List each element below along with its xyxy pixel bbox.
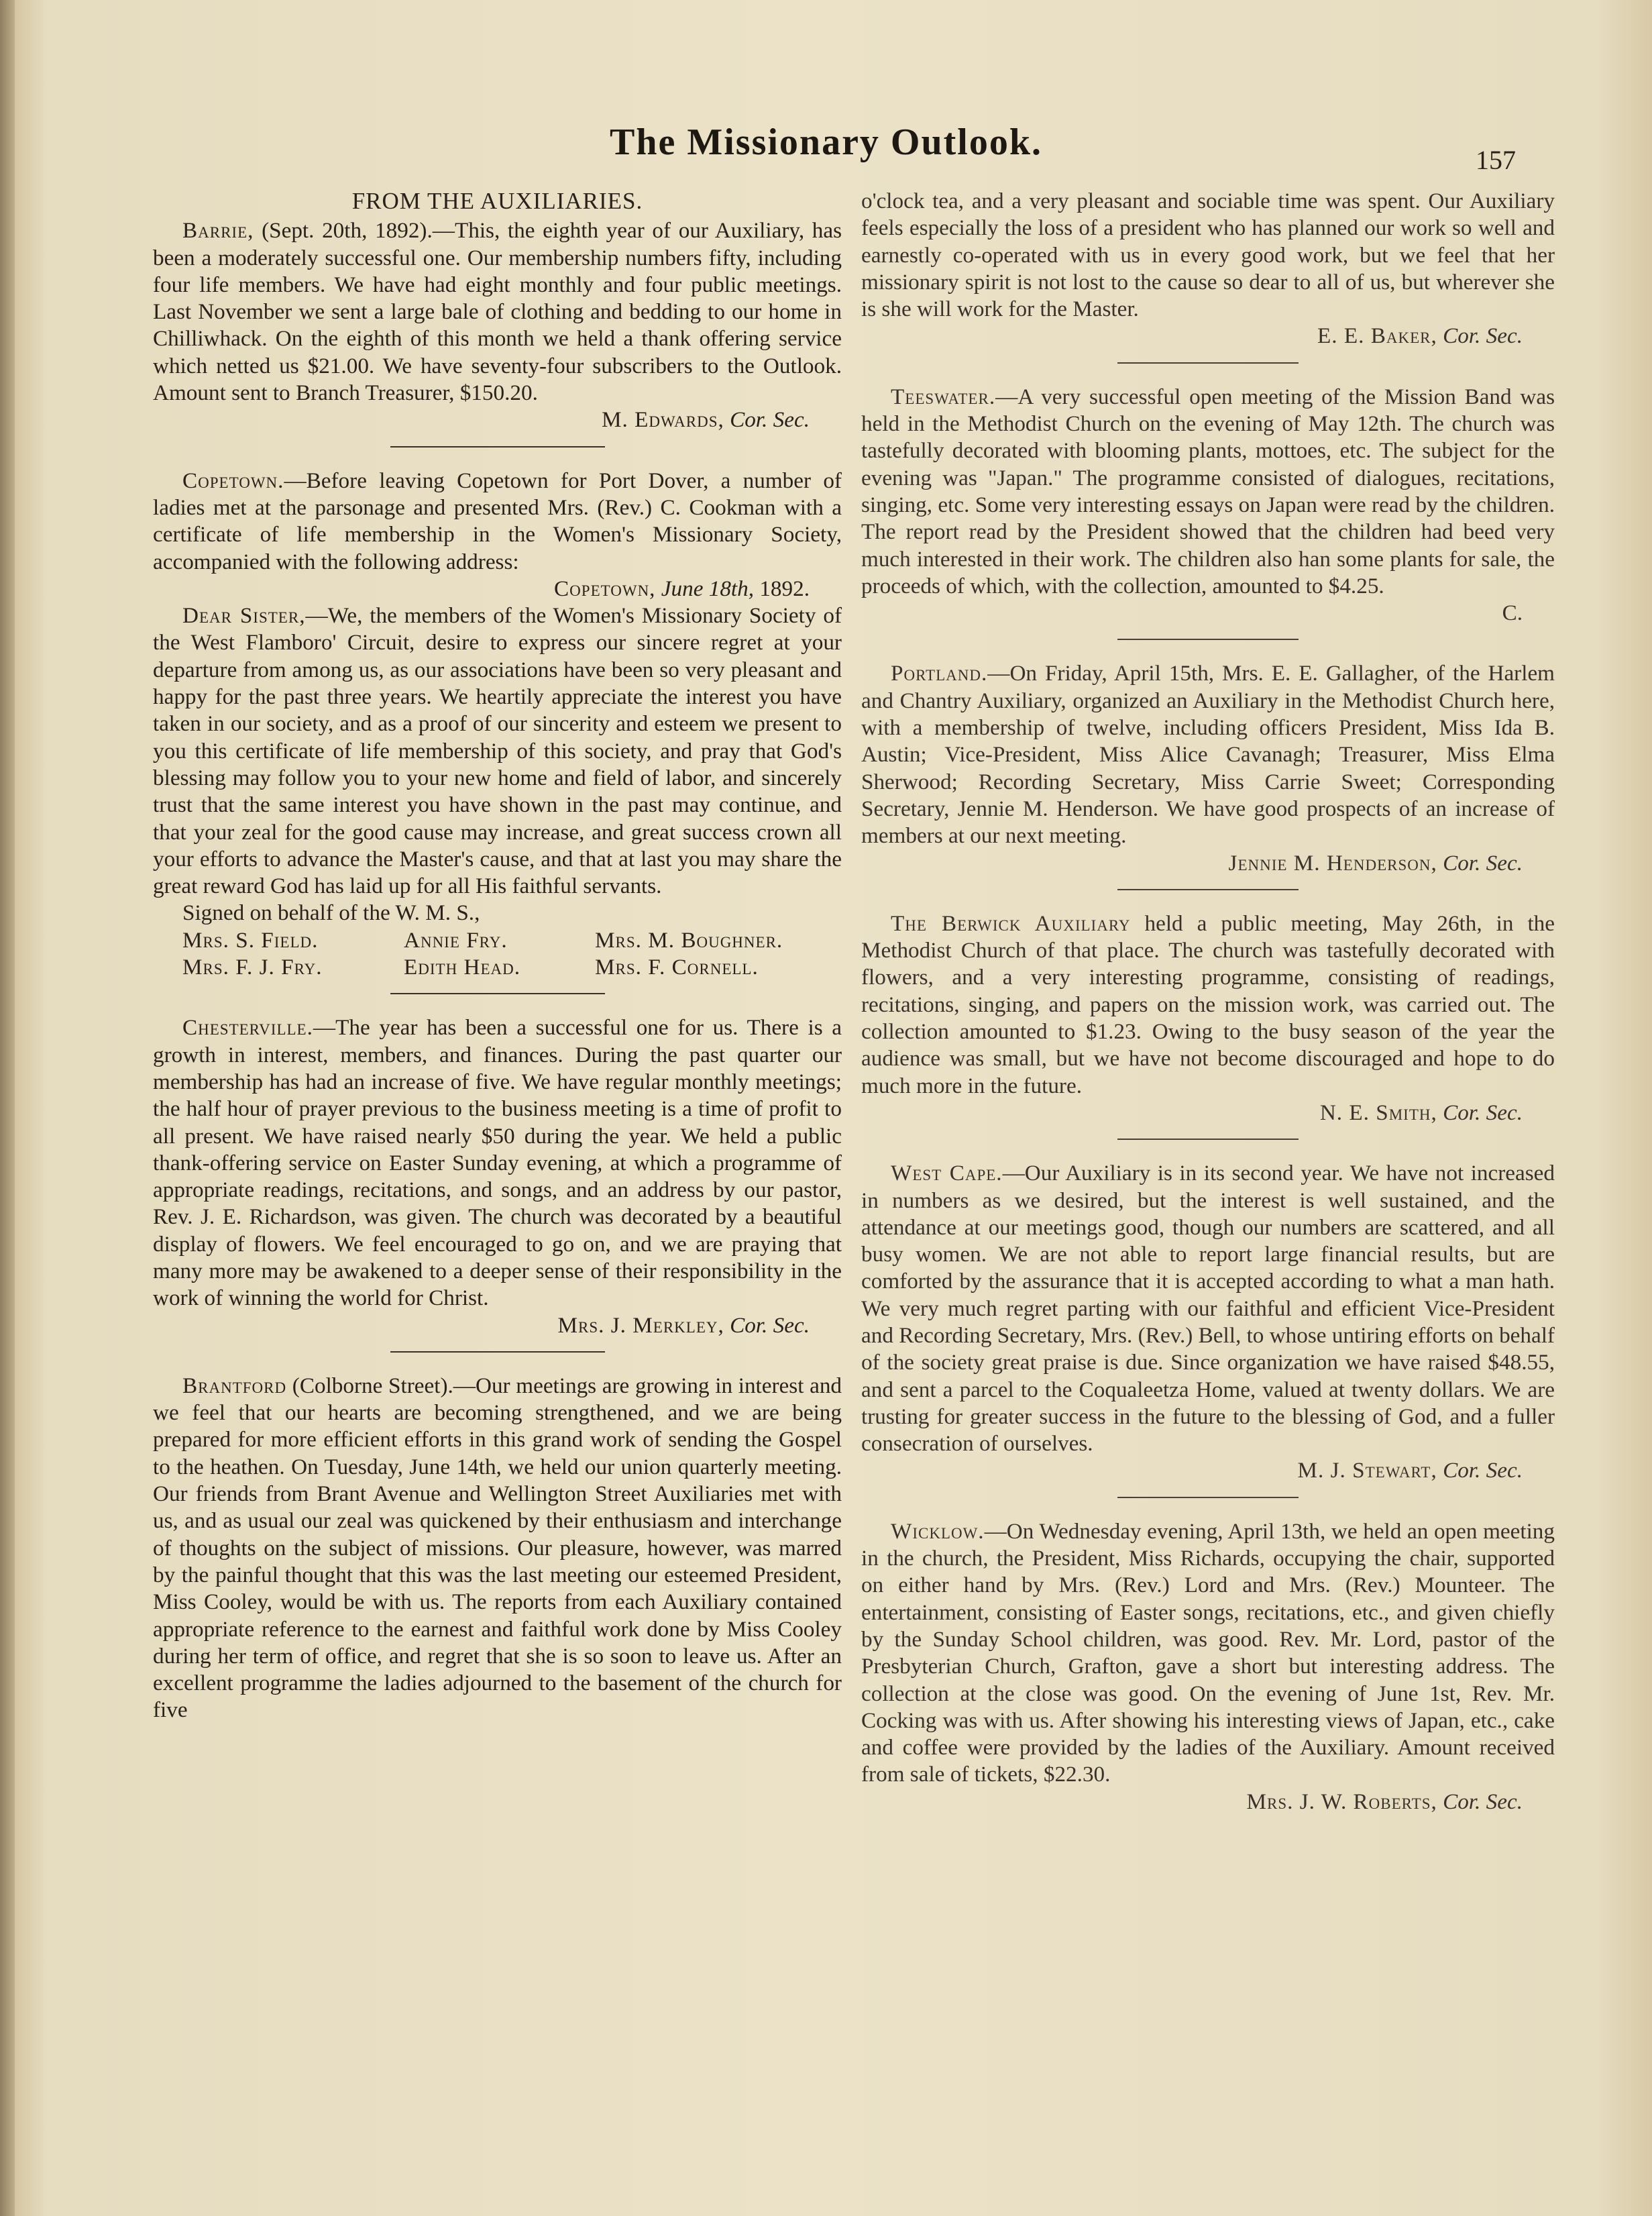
entry-text: (Sept. 20th, 1892).—This, the eighth year of our Auxiliary, has been a moderately successful one. Our membership numbers fifty, including four life members. We have had eight monthly and four public meetings. Last November we sent a large bale of clothing and bedding to our home in Chilliwhack. On the eighth of this month we held a thank offering service which netted us $21.00. We have seventy-four subscribers to the Outlook. Amount sent to Branch Treasurer, $150.20. — [153, 218, 842, 406]
signature — [861, 323, 1555, 350]
signature — [861, 1789, 1555, 1815]
entry-barrie-body — [153, 217, 842, 407]
entry-berwick-body — [861, 910, 1555, 1100]
entry-lead: Teeswater. — [891, 384, 996, 409]
signatory-name: Mrs. S. Field. — [182, 927, 319, 953]
entry-lead: Portland. — [891, 661, 988, 686]
signatory-name: Mrs. M. Boughner. — [595, 927, 783, 953]
entry-chesterville — [153, 1014, 842, 1339]
separator-rule — [1117, 889, 1299, 890]
dateline-year: 1892. — [759, 576, 810, 601]
letter-salutation: Dear Sister, — [182, 603, 306, 629]
page-binding-edge — [0, 0, 15, 2216]
entry-text: —Before leaving Copetown for Port Dover, a number of ladies met at the parsonage and presented Mrs. (Rev.) C. Cookman with a certificate of life membership in the Women's Missionary Society, accompanied with the following address: — [153, 468, 842, 574]
separator-rule — [1117, 639, 1299, 640]
entry-text: —Our Auxiliary is in its second year. We have not increased in numbers as we desired, but the interest is well sustained, and the attendance at our meetings good, though our numbers are scattered, and all busy women. We are not able to report large financial results, but are comforted by the assurance that it is accepted according to what a man hath. We very much regret parting with our faithful and efficient Vice-President and Recording Secretary, Mrs. (Rev.) Bell, to whose untiring efforts on behalf of the society great praise is due. Since organization we have raised $48.55, and sent a parcel to the Coqualeetza Home, valued at twenty dollars. We are trusting for greater success in the future to the blessing of God, and a fuller consecration of ourselves. — [861, 1161, 1555, 1457]
entry-copetown-body — [153, 468, 842, 576]
entry-copetown — [153, 468, 842, 982]
signature-name: Mrs. J. W. Roberts, — [1246, 1789, 1437, 1814]
entry-brantford-body — [153, 1373, 842, 1724]
entry-brantford-continued — [861, 188, 1555, 350]
separator-rule — [390, 1351, 605, 1353]
signature — [861, 850, 1555, 877]
entry-wicklow — [861, 1518, 1555, 1815]
letter-text: —We, the members of the Women's Missionary Society of the West Flamboro' Circuit, desire to express our sincere regret at your departure from among us, as our associations have been so very pleasant and happy for the past three years. We heartily appreciate the interest you have taken in our society, and as a proof of our sincerity and esteem we present to you this certificate of life membership of this society, and pray that God's blessing may follow you to your new home and field of labor, and sincerely trust that the same interest you have shown in the past may continue, and that your zeal for the good cause may increase, and great success crown all your efforts to advance the Master's cause, and that at last you may share the great reward God has laid up for all His faithful servants. — [153, 603, 842, 899]
signature — [153, 407, 842, 433]
entry-portland — [861, 660, 1555, 876]
signature — [153, 1312, 842, 1339]
signature-title: Cor. Sec. — [730, 407, 810, 433]
separator-rule — [1117, 1497, 1299, 1498]
signature-title: Cor. Sec. — [1443, 1458, 1523, 1483]
entry-lead: Wicklow. — [891, 1518, 985, 1544]
separator-rule — [1117, 362, 1299, 364]
dateline-place: Copetown, — [554, 576, 656, 601]
signature-name: M. J. Stewart, — [1297, 1458, 1437, 1483]
signatory-name: Annie Fry. — [404, 927, 508, 953]
signature-name: N. E. Smith, — [1319, 1100, 1437, 1125]
masthead: The Missionary Outlook. — [610, 121, 1042, 163]
entry-lead: Brantford — [182, 1373, 287, 1398]
signatory-name: Edith Head. — [404, 955, 521, 980]
entry-text: (Colborne Street).—Our meetings are growing in interest and we feel that our hearts are becoming strengthened, and we are being prepared for more efficient efforts in this grand work of sending the Gospel to the heathen. On Tuesday, June 14th, we held our union quarterly meeting. Our friends from Brant Avenue and Wellington Street Auxiliaries met with us, and as usual our zeal was quickened by their enthusiasm and interchange of thoughts on the subject of missions. Our pleasure, however, was marred by the painful thought that this was the last meeting our esteemed President, Miss Cooley, would be with us. The reports from each Auxiliary contained appropriate reference to the earnest and faithful work done by Miss Cooley during her term of office, and regret that she is so soon to leave us. After an excellent programme the ladies adjourned to the basement of the church for five — [153, 1373, 842, 1723]
letter-body — [153, 602, 842, 900]
dateline-date: June 18th, — [661, 576, 755, 601]
separator-rule — [1117, 1139, 1299, 1140]
letter-dateline — [153, 576, 842, 602]
signatory-names — [153, 927, 842, 982]
right-column — [861, 188, 1555, 1815]
signature-title: Cor. Sec. — [1443, 1100, 1523, 1125]
entry-berwick — [861, 910, 1555, 1126]
signature-title: Cor. Sec. — [1443, 323, 1523, 349]
signatory-name: Mrs. F. J. Fry. — [182, 955, 323, 980]
entry-portland-body — [861, 660, 1555, 849]
entry-text: —A very successful open meeting of the Mission Band was held in the Methodist Church on the evening of May 12th. The church was tastefully decorated with blooming plants, mottoes, etc. The subject for the evening was "Japan." The programme consisted of dialogues, recitations, singing, etc. Some very interesting essays on Japan were read by the children. The report read by the President showed that the children had beed very much interested in their work. The children also han some plants for sale, the proceeds of which, with the collection, amounted to $4.25. — [861, 384, 1555, 598]
entry-text: held a public meeting, May 26th, in the Methodist Church of that place. The church was tastefully decorated with flowers, and a very interesting programme, consisting of readings, recitations, singing, and papers on the mission work, was carried out. The collection amounted to $1.23. Owing to the busy season of the year the audience was small, but we have not become discouraged and hope to do much more in the future. — [861, 910, 1555, 1098]
signature-title: Cor. Sec. — [1443, 850, 1523, 876]
separator-rule — [390, 993, 605, 994]
entry-lead: Copetown. — [182, 468, 284, 493]
signature-name: M. Edwards, — [601, 407, 724, 433]
entry-text: o'clock tea, and a very pleasant and sociable time was spent. Our Auxiliary feels especially the loss of a president who has planned our work so well and earnestly co-operated with us in every good work, but we feel that her missionary spirit is not lost to the cause so dear to all of us, but wherever she is she will work for the Master. — [861, 189, 1555, 322]
entry-west-cape-body — [861, 1160, 1555, 1457]
entry-text: —The year has been a successful one for us. There is a growth in interest, members, and finances. During the past quarter our membership has had an increase of five. We have regular monthly meetings; the half hour of prayer previous to the business meeting is a time of profit to all present. We have raised nearly $50 during the year. We held a public thank-offering service on Easter Sunday evening, at which a programme of appropriate readings, recitations, and songs, and an address by our pastor, Rev. J. E. Richardson, was given. The church was decorated by a beautiful display of flowers. We feel encouraged to go on, and we are praying that many more may be awakened to a deeper sense of their responsibility in the work of winning the world for Christ. — [153, 1015, 842, 1311]
signature-name: Mrs. J. Merkley, — [557, 1312, 724, 1338]
signature — [861, 1457, 1555, 1484]
separator-rule — [390, 446, 605, 447]
entry-lead: West Cape. — [891, 1161, 1003, 1186]
entry-west-cape — [861, 1160, 1555, 1485]
signed-on-line: Signed on behalf of the W. M. S., — [182, 900, 480, 926]
signature — [861, 600, 1555, 627]
signature — [861, 1100, 1555, 1126]
entry-lead: The Berwick Auxiliary — [891, 910, 1131, 936]
section-title: FROM THE AUXILIARIES. — [351, 188, 643, 214]
signature-title: Cor. Sec. — [1443, 1789, 1523, 1814]
signature-name: C. — [1502, 600, 1523, 626]
entry-teeswater-body — [861, 384, 1555, 600]
page-header — [0, 121, 1652, 181]
entry-lead: Chesterville. — [182, 1015, 313, 1041]
page-number: 157 — [1476, 145, 1516, 175]
entry-barrie — [153, 217, 842, 433]
entry-teeswater — [861, 384, 1555, 627]
entry-wicklow-body — [861, 1518, 1555, 1789]
signature-title: Cor. Sec. — [730, 1312, 810, 1338]
entry-brantford — [153, 1373, 842, 1724]
entry-text: —On Friday, April 15th, Mrs. E. E. Gallagher, of the Harlem and Chantry Auxiliary, organized an Auxiliary in the Methodist Church here, with a membership of twelve, including officers President, Miss Ida B. Austin; Vice-President, Miss Alice Cavanagh; Treasurer, Miss Elma Sherwood; Recording Secretary, Miss Carrie Sweet; Corresponding Secretary, Jennie M. Henderson. We have good prospects of an increase of members at our next meeting. — [861, 661, 1555, 849]
entry-chesterville-body — [153, 1014, 842, 1312]
left-column — [153, 188, 842, 1724]
entry-lead: Barrie, — [182, 218, 254, 244]
signature-name: E. E. Baker, — [1317, 323, 1437, 349]
signatory-name: Mrs. F. Cornell. — [595, 955, 759, 980]
signature-name: Jennie M. Henderson, — [1228, 850, 1437, 876]
entry-text: —On Wednesday evening, April 13th, we held an open meeting in the church, the President, Miss Richards, occupying the chair, supported on either hand by Mrs. (Rev.) Lord and Mrs. (Rev.) Mounteer. The entertainment, consisting of Easter songs, recitations, etc., and given chiefly by the Sunday School children, was good. Rev. Mr. Lord, pastor of the Presbyterian Church, Grafton, gave a short but interesting address. The collection at the close was good. On the evening of June 1st, Rev. Mr. Cocking was with us. After showing his interesting views of Japan, etc., cake and coffee were provided by the ladies of the Auxiliary. Amount received from sale of tickets, $22.30. — [861, 1518, 1555, 1787]
